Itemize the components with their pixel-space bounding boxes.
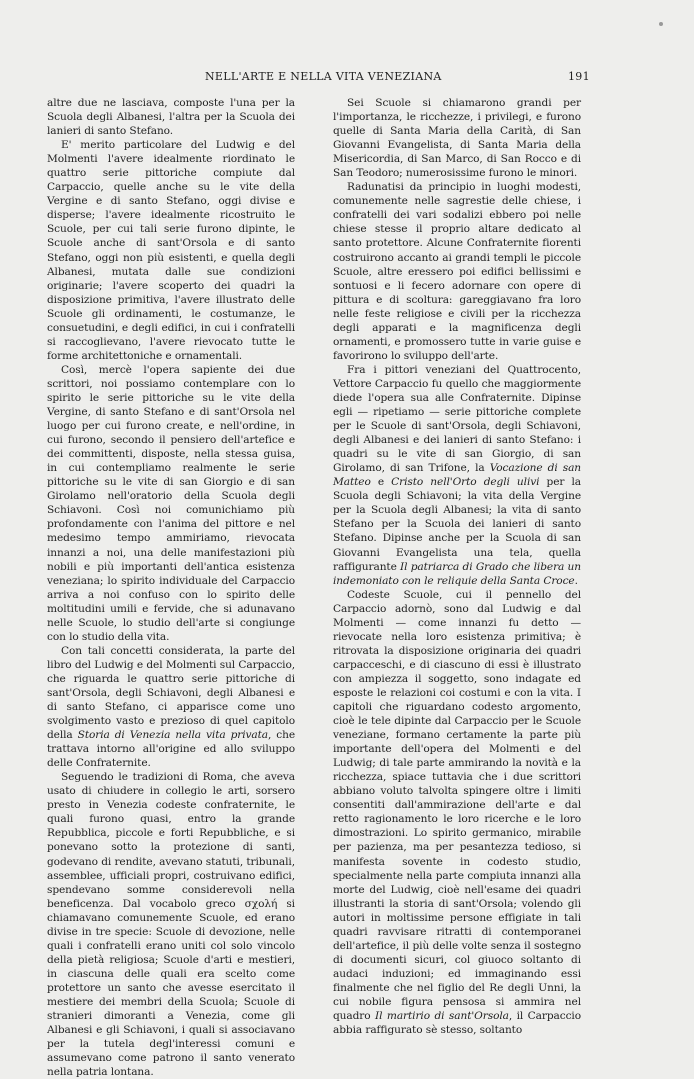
paragraph: E' merito particolare del Ludwig e del Molmenti l'avere idealmente riordinato le quattro serie pittoriche compiute dal Carpaccio, quelle anche su le vite della Vergine e di santo Stefano, oggi divise e disperse; l'avere idealmente ricostruito le Scuole, per cui tali serie furono dipinte, le Scuole anche di sant'Orsola e di santo Stefano, oggi non più esistenti, e quella degli Albanesi, mutata dalle sue condizioni originarie; l'avere scoperto dei quadri la disposizione primitiva, l'avere illustrato delle Scuole gli ordinamenti, le costumanze, le consuetudini, e degli edifici, in cui i confratelli si raccoglievano, l'avere rievocato tutte le forme architettoniche e ornamentali. bbox=[47, 139, 295, 362]
paragraph bbox=[333, 588, 581, 1038]
book-title: Storia di Venezia nella vita privata bbox=[77, 729, 268, 742]
painting-title: Vocazione di san Matteo bbox=[333, 462, 582, 489]
greek-word: σχολή bbox=[244, 897, 278, 910]
painting-title: Il patriarca di Grado che libera un indemoniato con le reliquie della Santa Croce bbox=[333, 560, 581, 587]
paragraph: Radunatisi da principio in luoghi modesti, comunemente nelle sagrestie delle chiese, i confratelli dei vari sodalizi ebbero poi nelle chiese stesse il proprio altare dedicato al santo protettore. Alcune Confraternite fiorenti costruirono accanto ai grandi templi le piccole Scuole, altre eressero poi edifici bellissimi e sontuosi e li fecero adornare con opere di pittura e di scoltura: gareggiavano fra loro nelle feste religiose e civili per la ricchezza degli apparati e la magnificenza degli ornamenti, e promossero tutte in varie guise e favorirono lo sviluppo dell'arte. bbox=[333, 181, 581, 362]
painting-title: Il martirio di sant'Orsola bbox=[375, 1010, 509, 1023]
text-run: per la Scuola degli Schiavoni; la vita della Vergine per la Scuola degli Albanesi; la vita di santo Stefano per la Scuola dei lanieri di santo Stefano. Dipinse anche per la Scuola di san Giovanni Evangelista una tela, quella raffigurante bbox=[333, 476, 581, 573]
text-run: , il Carpaccio abbia raffigurato sè stesso, soltanto bbox=[333, 1010, 581, 1037]
text-run: . bbox=[574, 574, 578, 587]
text-run: si chiamavano comunemente Scuole, ed erano divise in tre specie: Scuole di devozione, nelle quali i confratelli erano uniti col solo vincolo della pietà religiosa; Scuole d'arti e mestieri, in ciascuna delle quali era scelto come protettore un santo che avesse esercitato il mestiere dei membri della Scuola; Scuole di stranieri dimoranti a Venezia, come gli Albanesi e gli Schiavoni, i quali si associavano per la tutela degl'interessi comuni e assumevano come patrono il santo venerato nella patria lontana. bbox=[47, 897, 295, 1079]
paragraph bbox=[333, 363, 581, 588]
page-number: 191 bbox=[568, 70, 590, 83]
text-run: , che trattava intorno all'origine ed allo sviluppo delle Confraternite. bbox=[47, 729, 295, 770]
running-title: NELL'ARTE E NELLA VITA VENEZIANA bbox=[205, 70, 442, 83]
paragraph bbox=[47, 644, 295, 770]
painting-title: Cristo nell'Orto degli ulivi bbox=[391, 476, 540, 489]
paragraph: altre due ne lasciava, composte l'una per la Scuola degli Albanesi, l'altra per la Scuola dei lanieri di santo Stefano. bbox=[47, 97, 295, 138]
text-run: Seguendo le tradizioni di Roma, che aveva usato di chiudere in collegio le arti, sorsero presto in Venezia codeste confraternite, le quali furono quasi, entro la grande Repubblica, piccole e forti Repubbliche, e si ponevano sotto la protezione di santi, godevano di rendite, avevano statuti, tribunali, assemblee, ufficiali propri, costruivano edifici, spendevano somme considerevoli nella beneficenza. Dal vocabolo greco bbox=[47, 771, 295, 910]
text-run: Codeste Scuole, cui il pennello del Carpaccio adornò, sono dal Ludwig e dal Molmenti — come innanzi fu detto — rievocate nella loro esistenza primitiva; è ritrovata la disposizione originaria dei quadri carpacceschi, e di ciascuno di essi è illustrato con ampiezza il soggetto, sono indagate ed esposte le relazioni coi costumi e con la vita. I capitoli che riguardano codesto argomento, cioè le tele dipinte dal Carpaccio per le Scuole veneziane, formano certamente la parte più importante dell'opera del Molmenti e del Ludwig; di tale parte ammirando la novità e la ricchezza, spiace tuttavia che i due scrittori abbiano voluto talvolta spingere oltre i limiti consentiti dall'ammirazione dell'arte e dal retto ragionamento le loro ricerche e le loro dimostrazioni. Lo spirito germanico, mirabile per pazienza, ma per pesantezza tedioso, si manifesta sovente in codesto studio, specialmente nella parte compiuta innanzi alla morte del Ludwig, cioè nell'esame dei quadri illustranti la storia di sant'Orsola; volendo gli autori in moltissime persone effigiate in tali quadri ravvisare ritratti di contemporanei dell'artefice, il più delle volte senza il sostegno di documenti sicuri, col giuoco soltanto di audaci induzioni; ed immaginando essi finalmente che nel figlio del Re degli Unni, la cui nobile figura pensosa si ammira nel quadro bbox=[333, 588, 581, 1023]
text-run: e bbox=[370, 476, 392, 489]
paragraph: Così, mercè l'opera sapiente dei due scrittori, noi possiamo contemplare con lo spirito le serie pittoriche su le vite della Vergine, di santo Stefano e di sant'Orsola nel luogo per cui furono create, e nell'ordine, in cui furono, secondo il pensiero dell'artefice e dei committenti, disposte, nella stessa guisa, in cui contempliamo realmente le serie pittoriche su le vite di san Giorgio e di san Girolamo nell'oratorio della Scuola degli Schiavoni. Così noi comunichiamo più profondamente con l'anima del pittore e nel medesimo tempo ammiriamo, rievocata innanzi a noi, una delle manifestazioni più nobili e più importanti dell'antica esistenza veneziana; lo spirito individuale del Carpaccio arriva a noi confuso con lo spirito delle moltitudini umili e fervide, che si adunavano nelle Scuole, lo studio dell'arte si congiunge con lo studio della vita. bbox=[47, 363, 295, 643]
text-run: Fra i pittori veneziani del Quattrocento, Vettore Carpaccio fu quello che maggiormente diede l'opera sua alle Confraternite. Dipinse egli — ripetiamo — serie pittoriche complete per le Scuole di sant'Orsola, degli Schiavoni, degli Albanesi e dei lanieri di santo Stefano: i quadri su le vite di san Giorgio, di san Girolamo, di san Trifone, la bbox=[333, 363, 581, 475]
right-column bbox=[333, 96, 581, 1037]
paragraph bbox=[47, 770, 295, 1079]
text-run: Con tali concetti considerata, la parte del libro del Ludwig e del Molmenti sul Carpaccio, che riguarda le quattro serie pittoriche di sant'Orsola, degli Schiavoni, degli Albanesi e di santo Stefano, ci apparisce come uno svolgimento vasto e prezioso di quel capitolo della bbox=[47, 644, 295, 742]
left-column bbox=[47, 96, 295, 1079]
paragraph: Sei Scuole si chiamarono grandi per l'importanza, le ricchezze, i privilegi, e furono quelle di Santa Maria della Carità, di San Giovanni Evangelista, di Santa Maria della Misericordia, di San Marco, di San Rocco e di San Teodoro; numerosissime furono le minori. bbox=[333, 97, 581, 180]
page-speck bbox=[659, 22, 663, 26]
